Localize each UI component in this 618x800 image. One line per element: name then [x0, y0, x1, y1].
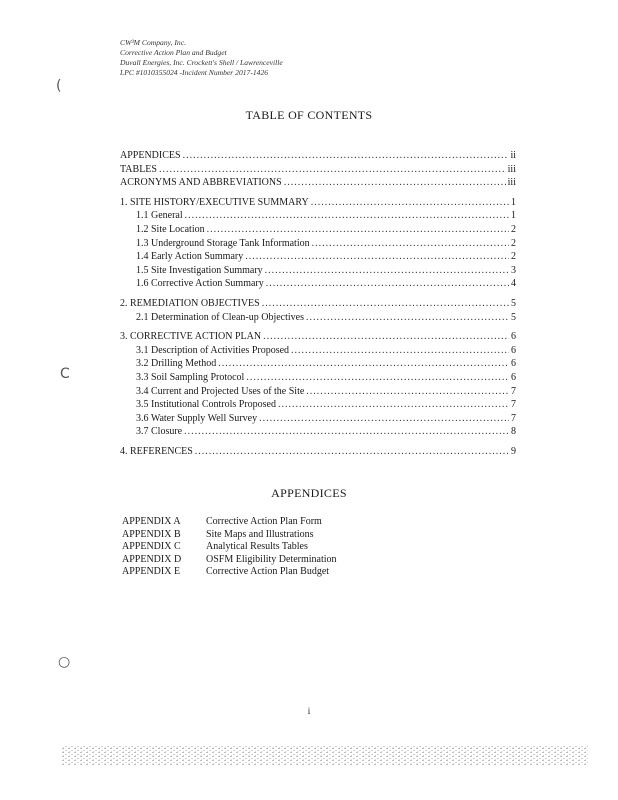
header-line-site: Duvall Energies, Inc. Crockett's Shell / Lawrenceville: [120, 58, 283, 67]
appendix-desc: Analytical Results Tables: [206, 541, 308, 553]
toc-entry-label: 3.4 Current and Projected Uses of the Site: [136, 385, 305, 397]
appendix-item-a[interactable]: [122, 516, 337, 529]
toc-entry-page: ii: [510, 150, 516, 161]
dot-leader: [218, 358, 509, 369]
dot-leader: [184, 426, 509, 437]
toc-entry-well-survey[interactable]: [120, 413, 516, 427]
header-line-incident: LPC #1010355024 -Incident Number 2017-1426: [120, 68, 269, 77]
toc-entry-cleanup-objectives[interactable]: [120, 312, 516, 326]
toc-entry-label: 2. REMEDIATION OBJECTIVES: [120, 297, 260, 309]
dot-leader: [246, 372, 509, 383]
dot-leader: [263, 331, 509, 342]
toc-entry-page: iii: [507, 163, 516, 175]
toc-entry-label: 3.6 Water Supply Well Survey: [136, 412, 258, 424]
appendix-item-d[interactable]: [122, 554, 337, 567]
appendix-code: APPENDIX A: [122, 516, 181, 527]
header-line-report: Corrective Action Plan and Budget: [120, 48, 227, 57]
appendix-item-c[interactable]: [122, 541, 337, 554]
toc-entry-site-investigation[interactable]: [120, 265, 516, 279]
toc-entry-page: 7: [511, 412, 516, 424]
toc-entry-page: 6: [511, 358, 516, 370]
dot-leader: [306, 386, 509, 397]
toc-entry-label: 1.2 Site Location: [136, 223, 205, 235]
scan-artifact-strip: [62, 744, 588, 768]
toc-entry-site-location[interactable]: [120, 224, 516, 238]
dot-leader: [291, 345, 509, 356]
dot-leader: [262, 298, 509, 309]
toc-entry-label: TABLES: [120, 163, 157, 175]
appendix-desc: Corrective Action Plan Budget: [206, 566, 330, 578]
toc-entry-label: APPENDICES: [120, 150, 181, 161]
toc-entry-page: 5: [511, 311, 516, 323]
toc-entry-acronyms[interactable]: [120, 177, 516, 191]
toc-entry-page: 6: [511, 331, 516, 343]
toc-entry-remediation[interactable]: [120, 298, 516, 312]
appendix-code: APPENDIX E: [122, 566, 181, 578]
toc-entry-page: 4: [511, 278, 516, 290]
toc-entry-label: 2.1 Determination of Clean-up Objectives: [136, 311, 305, 323]
dot-leader: [185, 210, 509, 221]
dot-leader: [265, 265, 509, 276]
dot-leader: [266, 278, 509, 289]
toc-entry-page: 8: [511, 426, 516, 438]
toc-entry-label: 1.6 Corrective Action Summary: [136, 278, 264, 290]
toc-entry-label: 1.5 Site Investigation Summary: [136, 264, 263, 276]
toc-entry-label: 4. REFERENCES: [120, 445, 193, 457]
toc-entry-page: 1: [511, 210, 516, 222]
toc-entry-closure[interactable]: [120, 426, 516, 440]
dot-leader: [259, 413, 509, 424]
dot-leader: [245, 251, 509, 262]
toc-entry-activities[interactable]: [120, 345, 516, 359]
toc-entry-label: 3.5 Institutional Controls Proposed: [136, 399, 276, 411]
toc-entry-drilling[interactable]: [120, 358, 516, 372]
toc-entry-page: 6: [511, 371, 516, 383]
dot-leader: [311, 197, 509, 208]
appendix-code: APPENDIX D: [122, 553, 182, 565]
toc-entry-appendices[interactable]: [120, 150, 516, 164]
toc-entry-general[interactable]: [120, 210, 516, 224]
toc-entry-references[interactable]: [120, 446, 516, 460]
table-of-contents: [120, 150, 516, 459]
dot-leader: [278, 399, 509, 410]
appendix-desc: Site Maps and Illustrations: [206, 528, 314, 540]
toc-entry-ust-info[interactable]: [120, 238, 516, 252]
toc-entry-label: 1. SITE HISTORY/EXECUTIVE SUMMARY: [120, 196, 309, 208]
toc-entry-page: 2: [511, 237, 516, 249]
toc-entry-tables[interactable]: [120, 164, 516, 178]
toc-entry-label: 3.1 Description of Activities Proposed: [136, 344, 290, 356]
punch-hole-icon: ○: [58, 654, 71, 670]
toc-entry-page: 5: [511, 297, 516, 309]
punch-hole-icon: C: [60, 366, 70, 382]
toc-entry-page: 1: [511, 196, 516, 208]
dot-leader: [312, 238, 509, 249]
toc-entry-page: 7: [511, 399, 516, 411]
toc-entry-soil-sampling[interactable]: [120, 372, 516, 386]
dot-leader: [284, 177, 506, 188]
header-line-company: CW³M Company, Inc.: [120, 38, 186, 47]
appendix-code: APPENDIX C: [122, 541, 181, 553]
toc-entry-site-uses[interactable]: [120, 386, 516, 400]
dot-leader: [159, 164, 506, 175]
document-header: [120, 38, 283, 78]
toc-entry-label: 3.2 Drilling Method: [136, 358, 217, 370]
dot-leader: [306, 312, 509, 323]
appendix-item-e[interactable]: [122, 566, 337, 579]
dot-leader: [195, 446, 509, 457]
toc-entry-label: 3. CORRECTIVE ACTION PLAN: [120, 331, 262, 343]
toc-entry-corrective-summary[interactable]: [120, 278, 516, 292]
page-number: i: [307, 706, 311, 716]
toc-title: TABLE OF CONTENTS: [245, 108, 373, 122]
toc-entry-institutional-controls[interactable]: [120, 399, 516, 413]
toc-entry-label: 1.3 Underground Storage Tank Information: [136, 237, 310, 249]
toc-entry-early-action[interactable]: [120, 251, 516, 265]
toc-entry-label: ACRONYMS AND ABBREVIATIONS: [120, 177, 282, 189]
dot-leader: [207, 224, 509, 235]
toc-entry-page: 7: [511, 385, 516, 397]
toc-entry-label: 1.1 General: [136, 210, 183, 222]
toc-entry-page: 2: [511, 223, 516, 235]
appendix-code: APPENDIX B: [122, 528, 181, 540]
toc-entry-page: 3: [511, 264, 516, 276]
toc-entry-site-history[interactable]: [120, 197, 516, 211]
toc-entry-label: 3.3 Soil Sampling Protocol: [136, 371, 245, 383]
appendices-title: APPENDICES: [271, 486, 347, 500]
toc-entry-page: 9: [511, 445, 516, 457]
toc-entry-corrective-plan[interactable]: [120, 331, 516, 345]
dot-leader: [183, 150, 509, 161]
appendix-desc: OSFM Eligibility Determination: [206, 553, 337, 565]
toc-entry-page: 2: [511, 251, 516, 263]
toc-entry-page: 6: [511, 344, 516, 356]
punch-hole-icon: (: [56, 78, 62, 94]
toc-entry-label: 1.4 Early Action Summary: [136, 251, 244, 263]
appendices-list: [122, 516, 337, 579]
appendix-item-b[interactable]: [122, 529, 337, 542]
toc-entry-label: 3.7 Closure: [136, 426, 183, 438]
toc-entry-page: iii: [507, 177, 516, 189]
appendix-desc: Corrective Action Plan Form: [206, 516, 322, 527]
